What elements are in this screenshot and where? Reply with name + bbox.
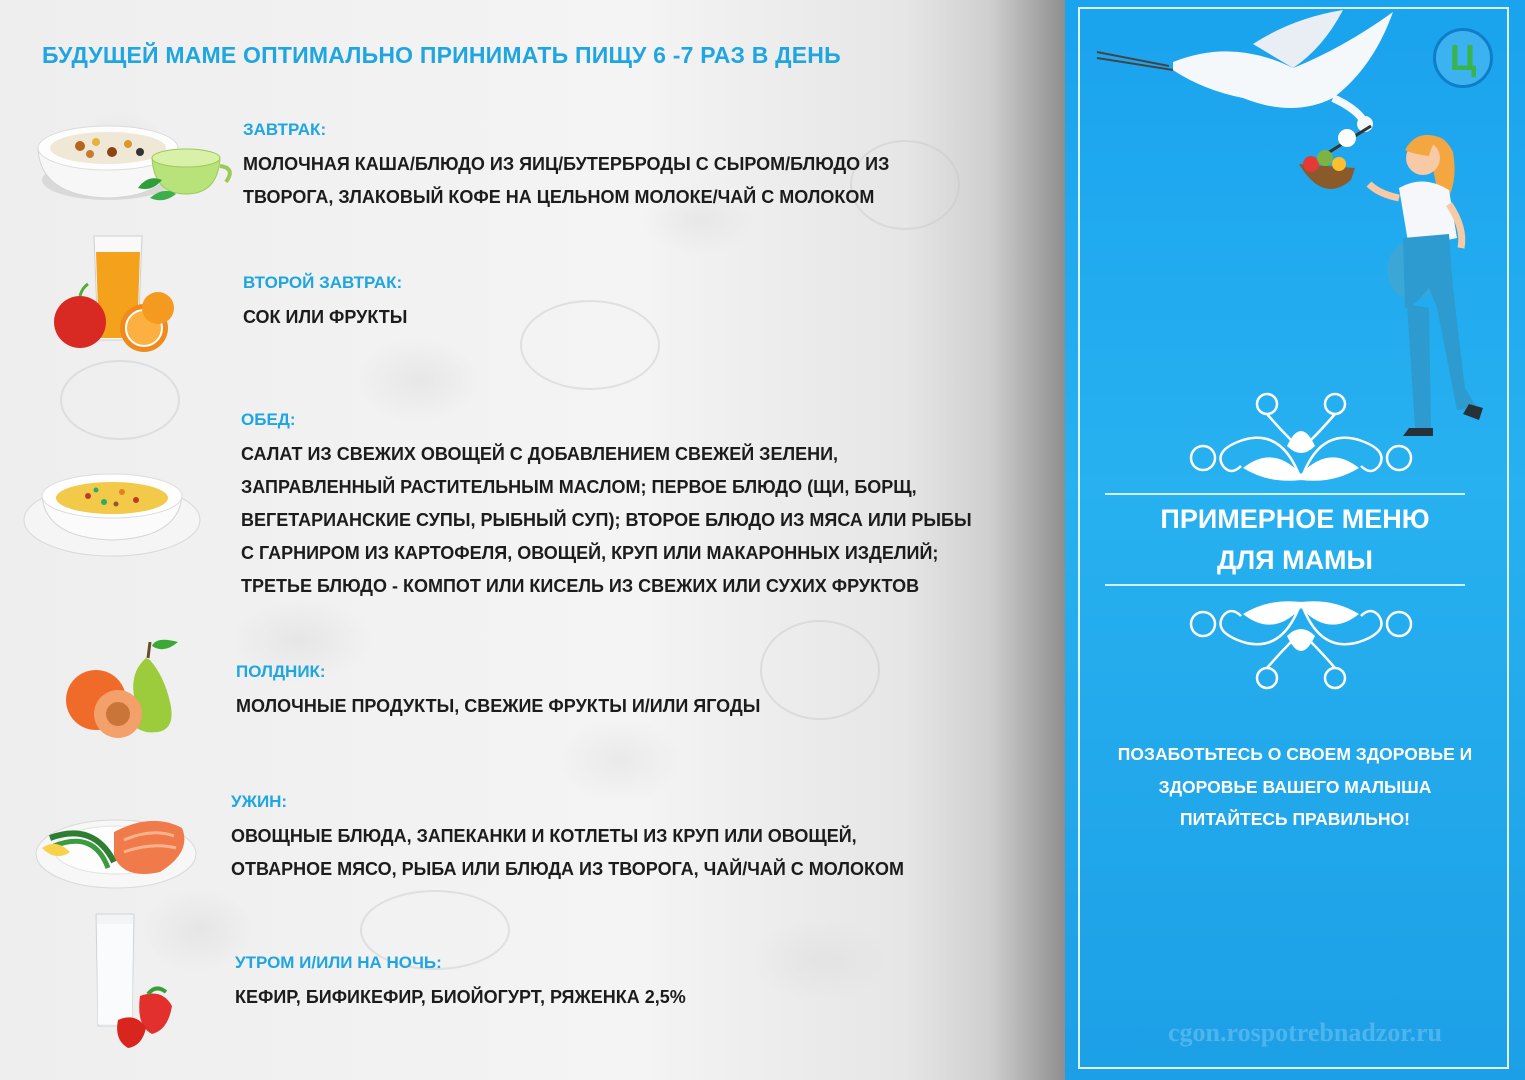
meal-morning-night	[235, 951, 686, 1014]
meal-description: МОЛОЧНЫЕ ПРОДУКТЫ, СВЕЖИЕ ФРУКТЫ И/ИЛИ ЯГОДЫ	[236, 696, 761, 716]
meal-breakfast	[243, 118, 889, 214]
meal-label: ПОЛДНИК:	[236, 662, 326, 681]
fish-and-beans-plate-icon	[34, 802, 199, 892]
divider-line	[1105, 493, 1465, 495]
menu-title-line-2: ДЛЯ МАМЫ	[1216, 545, 1373, 575]
swirl-ornament-icon	[1183, 598, 1419, 694]
meal-lunch	[241, 408, 972, 603]
juice-and-fruit-icon	[48, 232, 178, 357]
kefir-glass-and-strawberry-icon	[88, 910, 183, 1050]
meal-description: МОЛОЧНАЯ КАША/БЛЮДО ИЗ ЯИЦ/БУТЕРБРОДЫ С СЫРОМ/БЛЮДО ИЗ ТВОРОГА, ЗЛАКОВЫЙ КОФЕ НА ЦЕЛЬНОМ МОЛОКЕ/ЧАЙ С МОЛОКОМ	[243, 154, 890, 207]
meal-description: ОВОЩНЫЕ БЛЮДА, ЗАПЕКАНКИ И КОТЛЕТЫ ИЗ КРУП ИЛИ ОВОЩЕЙ, ОТВАРНОЕ МЯСО, РЫБА ИЛИ БЛЮДА ИЗ ТВОРОГА, ЧАЙ/ЧАЙ С МОЛОКОМ	[231, 826, 904, 879]
meal-description: САЛАТ ИЗ СВЕЖИХ ОВОЩЕЙ С ДОБАВЛЕНИЕМ СВЕЖЕЙ ЗЕЛЕНИ, ЗАПРАВЛЕННЫЙ РАСТИТЕЛЬНЫМ МАСЛОМ; ПЕРВОЕ БЛЮДО (ЩИ, БОРЩ, ВЕГЕТАРИАНСКИЕ СУПЫ, РЫБНЫЙ СУП); ВТОРОЕ БЛЮДО ИЗ МЯСА ИЛИ РЫБЫ С ГАРНИРОМ ИЗ КАРТОФЕЛЯ, ОВОЩЕЙ, КРУП ИЛИ МАКАРОННЫХ ИЗДЕЛИЙ; ТРЕТЬЕ БЛЮДО - КОМПОТ ИЛИ КИСЕЛЬ ИЗ СВЕЖИХ ИЛИ СУХИХ ФРУКТОВ	[241, 444, 972, 596]
divider-line	[1105, 584, 1465, 586]
porridge-and-tea-icon	[30, 108, 235, 208]
meal-description: СОК ИЛИ ФРУКТЫ	[243, 307, 408, 327]
menu-panel	[1065, 0, 1525, 1080]
page-title: БУДУЩЕЙ МАМЕ ОПТИМАЛЬНО ПРИНИМАТЬ ПИЩУ 6 -7 РАЗ В ДЕНЬ	[42, 42, 841, 68]
meal-label: ОБЕД:	[241, 410, 296, 429]
background-swirl	[760, 620, 880, 720]
meal-label: ЗАВТРАК:	[243, 120, 327, 139]
watermark: cgon.rospotrebnadzor.ru	[1168, 1018, 1442, 1047]
meal-dinner	[231, 790, 904, 886]
meal-label: ВТОРОЙ ЗАВТРАК:	[243, 273, 403, 292]
swirl-ornament-icon	[1183, 388, 1419, 484]
background-swirl	[520, 300, 660, 390]
background-swirl	[60, 360, 180, 440]
meal-description: КЕФИР, БИФИКЕФИР, БИОЙОГУРТ, РЯЖЕНКА 2,5%	[235, 987, 686, 1007]
soup-plate-icon	[22, 460, 202, 560]
meal-label: УТРОМ И/ИЛИ НА НОЧЬ:	[235, 953, 442, 972]
peach-and-pear-icon	[60, 632, 190, 742]
meal-label: УЖИН:	[231, 792, 288, 811]
slogan-line-3: ПИТАЙТЕСЬ ПРАВИЛЬНО!	[1180, 809, 1410, 829]
meal-second-breakfast	[243, 271, 407, 334]
logo: Ц	[1433, 28, 1493, 88]
meal-afternoon-snack	[236, 660, 760, 723]
menu-title-line-1: ПРИМЕРНОЕ МЕНЮ	[1160, 504, 1430, 534]
slogan-line-2: ЗДОРОВЬЕ ВАШЕГО МАЛЫША	[1158, 777, 1432, 797]
slogan-line-1: ПОЗАБОТЬТЕСЬ О СВОЕМ ЗДОРОВЬЕ И	[1117, 744, 1473, 764]
stork-and-pregnant-woman-icon	[1093, 8, 1493, 438]
